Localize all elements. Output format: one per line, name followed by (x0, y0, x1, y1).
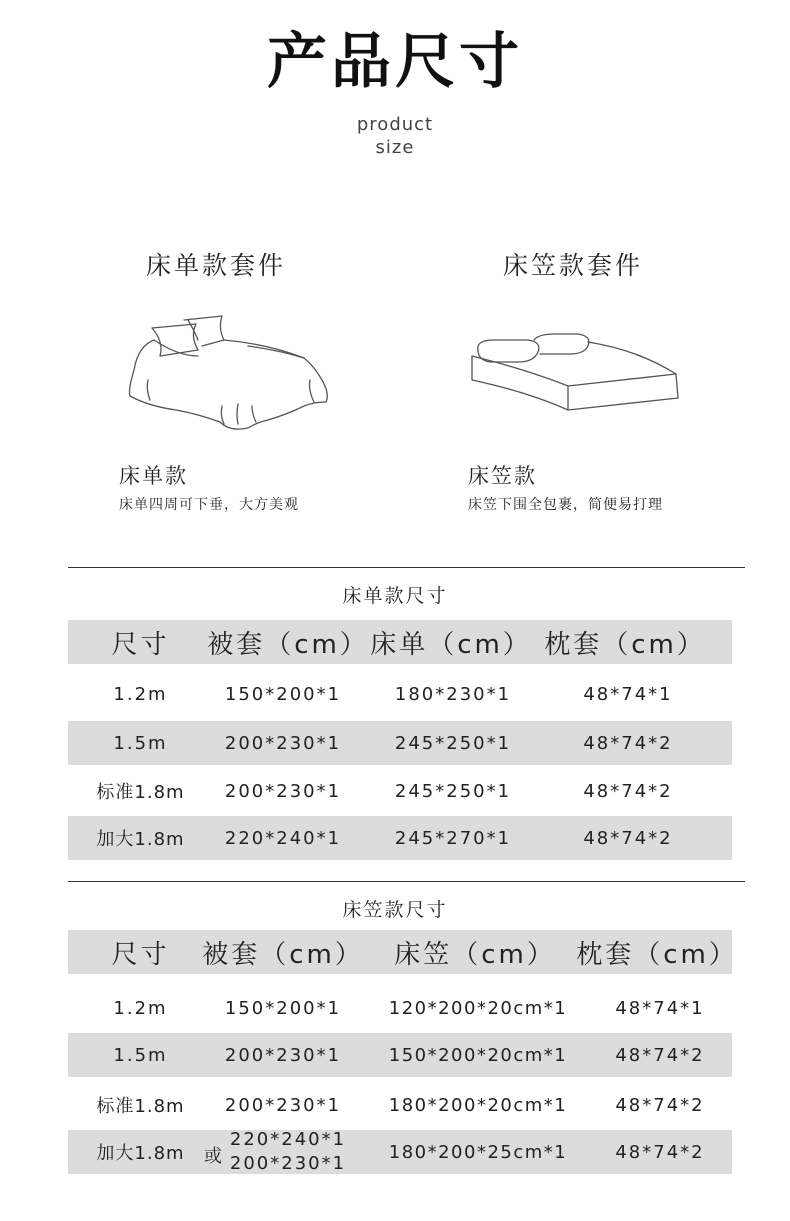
cell-size: 标准1.8m (96, 1096, 185, 1117)
flat-style-description: 床单四周可下垂，大方美观 (119, 497, 299, 513)
fitted-table-caption: 床笠款尺寸 (342, 899, 448, 921)
cell-sheet: 245*250*1 (394, 780, 512, 802)
cell-duvet: 200*230*1 (224, 1044, 342, 1066)
fitted-set-heading: 床笠款套件 (503, 251, 644, 280)
cell-fitted-sheet: 180*200*25cm*1 (388, 1141, 568, 1163)
cell-duvet: 200*230*1 (224, 1094, 342, 1116)
cell-pillowcase: 48*74*2 (615, 1141, 705, 1163)
duvet-option-2: 200*230*1 (229, 1153, 347, 1174)
table-row (68, 721, 732, 765)
cell-size: 1.5m (113, 1044, 168, 1066)
header-duvet: 被套（cm） (207, 629, 369, 660)
header-size: 尺寸 (111, 939, 170, 970)
cell-duvet: 200*230*1 (224, 732, 342, 754)
table-row (68, 1083, 732, 1127)
cell-fitted-sheet: 120*200*20cm*1 (388, 997, 568, 1019)
header-pillowcase: 枕套（cm） (576, 939, 738, 970)
cell-pillowcase: 48*74*2 (583, 780, 673, 802)
table-row (68, 1130, 732, 1174)
duvet-option-1: 220*240*1 (229, 1129, 347, 1150)
flat-table-rule (68, 567, 745, 568)
cell-pillowcase: 48*74*2 (583, 732, 673, 754)
header-pillowcase: 枕套（cm） (544, 629, 706, 660)
table-row (68, 672, 732, 716)
header-duvet: 被套（cm） (202, 939, 364, 970)
header-fitted-sheet: 床笠（cm） (394, 939, 556, 970)
page-title: 产品尺寸 (267, 27, 523, 97)
cell-duvet: 220*240*1 (224, 827, 342, 849)
cell-size: 加大1.8m (96, 1143, 185, 1164)
cell-sheet: 245*270*1 (394, 827, 512, 849)
table-row (68, 986, 732, 1030)
subtitle-line-1: product (356, 114, 434, 135)
cell-fitted-sheet: 150*200*20cm*1 (388, 1044, 568, 1066)
cell-sheet: 245*250*1 (394, 732, 512, 754)
cell-fitted-sheet: 180*200*20cm*1 (388, 1094, 568, 1116)
cell-pillowcase: 48*74*1 (615, 997, 705, 1019)
cell-size: 标准1.8m (96, 782, 185, 803)
subtitle-line-2: size (375, 137, 415, 158)
cell-sheet: 180*230*1 (394, 683, 512, 705)
table-header-row (68, 930, 738, 974)
cell-duvet (218, 1130, 358, 1174)
flat-table-caption: 床单款尺寸 (342, 585, 448, 607)
fitted-style-name: 床笠款 (468, 464, 537, 488)
cell-pillowcase: 48*74*2 (615, 1094, 705, 1116)
fitted-table-rule (68, 881, 745, 882)
cell-pillowcase: 48*74*2 (615, 1044, 705, 1066)
flat-set-heading: 床单款套件 (146, 251, 287, 280)
cell-size: 1.2m (113, 997, 168, 1019)
table-row (68, 816, 732, 860)
fitted-style-description: 床笠下围全包裹，简便易打理 (468, 497, 663, 513)
table-row (68, 1033, 732, 1077)
cell-duvet: 150*200*1 (224, 683, 342, 705)
fitted-sheet-bed-icon (468, 326, 683, 416)
cell-size: 加大1.8m (96, 829, 185, 850)
flat-style-name: 床单款 (119, 464, 188, 488)
cell-pillowcase: 48*74*2 (583, 827, 673, 849)
table-row (68, 769, 732, 813)
cell-size: 1.5m (113, 732, 168, 754)
cell-pillowcase: 48*74*1 (583, 683, 673, 705)
flat-sheet-bed-icon (118, 310, 338, 440)
header-size: 尺寸 (111, 629, 170, 660)
cell-duvet: 200*230*1 (224, 780, 342, 802)
header-sheet: 床单（cm） (370, 629, 532, 660)
table-header-row (68, 620, 732, 664)
cell-size: 1.2m (113, 683, 168, 705)
cell-duvet: 150*200*1 (224, 997, 342, 1019)
alt-prefix: 或 (204, 1146, 222, 1167)
